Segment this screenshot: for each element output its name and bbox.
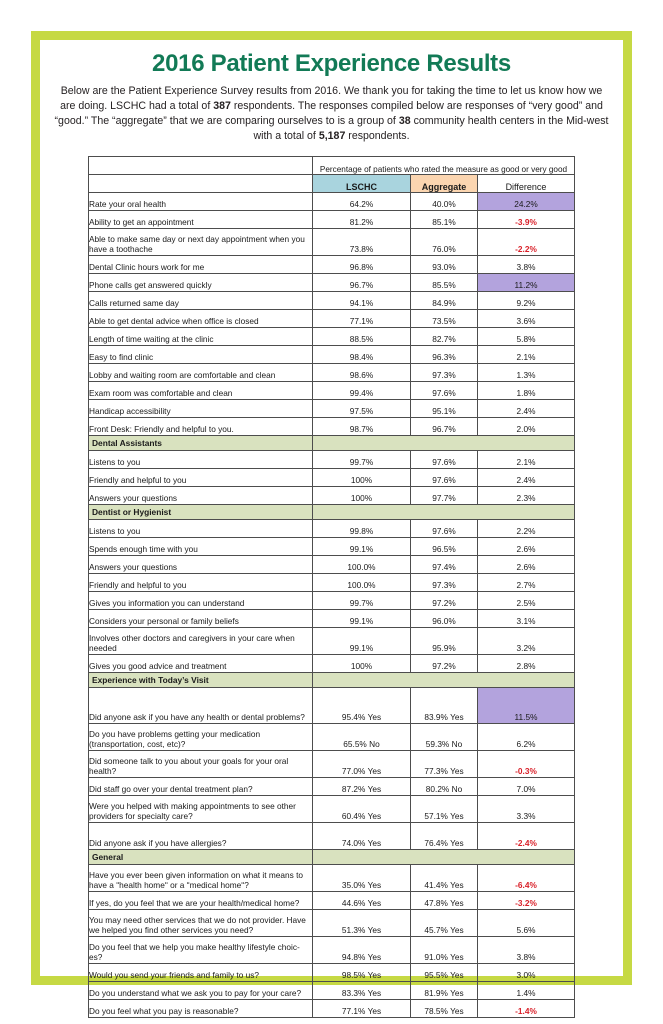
aggregate-value: 59.3% No [411, 724, 478, 751]
lschc-value: 100.0% [313, 574, 411, 592]
table-row [89, 751, 575, 778]
lschc-value: 98.4% [313, 346, 411, 364]
lschc-value: 64.2% [313, 193, 411, 211]
aggregate-value: 97.4% [411, 556, 478, 574]
table-span-header: Percentage of patients who rated the measure as good or very good [313, 157, 575, 175]
lschc-value: 87.2% Yes [313, 778, 411, 796]
measure-label: You may need other services that we do not provider. Have we helped you find other services you need? [89, 910, 313, 937]
measure-label: Do you feel that we help you make healthy lifestyle choic-es? [89, 937, 313, 964]
section-header-filler [313, 850, 575, 865]
table-row [89, 346, 575, 364]
difference-value: 3.2% [478, 628, 575, 655]
table-row [89, 1000, 575, 1018]
table-row [89, 865, 575, 892]
section-header-filler [313, 505, 575, 520]
difference-value: 24.2% [478, 193, 575, 211]
intro-text: Below are the Patient Experience Survey results from 2016. We thank you for taking the time to let us know how we are doing. LSCHC had a total of [60, 85, 603, 113]
lschc-value: 99.7% [313, 451, 411, 469]
aggregate-value: 96.7% [411, 418, 478, 436]
table-row [89, 364, 575, 382]
page-title: 2016 Patient Experience Results [152, 50, 511, 77]
aggregate-value: 47.8% Yes [411, 892, 478, 910]
section-header-row [89, 673, 575, 688]
difference-value: 2.6% [478, 538, 575, 556]
measure-label: Front Desk: Friendly and helpful to you. [89, 418, 313, 436]
aggregate-value: 80.2% No [411, 778, 478, 796]
lschc-value: 77.0% Yes [313, 751, 411, 778]
measure-label: Rate your oral health [89, 193, 313, 211]
difference-value: -2.2% [478, 229, 575, 256]
lschc-value: 95.4% Yes [313, 688, 411, 724]
aggregate-value: 97.6% [411, 469, 478, 487]
table-row [89, 211, 575, 229]
measure-label: Able to get dental advice when office is closed [89, 310, 313, 328]
difference-value: 3.1% [478, 610, 575, 628]
difference-value: -3.9% [478, 211, 575, 229]
difference-value: 3.8% [478, 937, 575, 964]
lschc-value: 77.1% Yes [313, 1000, 411, 1018]
table-row [89, 382, 575, 400]
measure-label: Listens to you [89, 451, 313, 469]
results-table-body [89, 157, 575, 1018]
aggregate-value: 97.6% [411, 520, 478, 538]
difference-value: 2.0% [478, 418, 575, 436]
table-corner-blank [89, 157, 313, 175]
difference-value: 11.2% [478, 274, 575, 292]
measure-label: Able to make same day or next day appointment when you have a toothache [89, 229, 313, 256]
column-header-aggregate: Aggregate [411, 175, 478, 193]
aggregate-value: 97.7% [411, 487, 478, 505]
measure-label: Phone calls get answered quickly [89, 274, 313, 292]
table-row [89, 655, 575, 673]
lschc-value: 73.8% [313, 229, 411, 256]
lschc-value: 60.4% Yes [313, 796, 411, 823]
aggregate-value: 40.0% [411, 193, 478, 211]
difference-value: 2.1% [478, 346, 575, 364]
difference-value: 3.3% [478, 796, 575, 823]
section-header-filler [313, 436, 575, 451]
measure-label: Dental Clinic hours work for me [89, 256, 313, 274]
lschc-value: 83.3% Yes [313, 982, 411, 1000]
lschc-value: 88.5% [313, 328, 411, 346]
measure-label: Spends enough time with you [89, 538, 313, 556]
aggregate-value: 95.9% [411, 628, 478, 655]
table-header-row-columns [89, 175, 575, 193]
table-row [89, 538, 575, 556]
aggregate-value: 81.9% Yes [411, 982, 478, 1000]
measure-label: Do you have problems getting your medication (transportation, cost, etc)? [89, 724, 313, 751]
lschc-value: 98.7% [313, 418, 411, 436]
lschc-value: 99.1% [313, 538, 411, 556]
table-row [89, 610, 575, 628]
measure-label: Ability to get an appointment [89, 211, 313, 229]
difference-value: -3.2% [478, 892, 575, 910]
measure-label: Did anyone ask if you have any health or dental problems? [89, 688, 313, 724]
table-row [89, 310, 575, 328]
measure-label: Considers your personal or family beliefs [89, 610, 313, 628]
section-header-label: Dentist or Hygienist [89, 505, 313, 520]
aggregate-value: 73.5% [411, 310, 478, 328]
difference-value: 3.8% [478, 256, 575, 274]
lschc-value: 99.7% [313, 592, 411, 610]
difference-value: 2.3% [478, 487, 575, 505]
aggregate-value: 85.5% [411, 274, 478, 292]
difference-value: 3.6% [478, 310, 575, 328]
lschc-value: 94.1% [313, 292, 411, 310]
aggregate-value: 96.5% [411, 538, 478, 556]
measure-label: Would you send your friends and family to us? [89, 964, 313, 982]
measure-label: Did anyone ask if you have allergies? [89, 823, 313, 850]
table-row [89, 964, 575, 982]
measure-label: Answers your questions [89, 556, 313, 574]
aggregate-value: 91.0% Yes [411, 937, 478, 964]
measure-label: If yes, do you feel that we are your health/medical home? [89, 892, 313, 910]
aggregate-value: 84.9% [411, 292, 478, 310]
measure-label: Gives you information you can understand [89, 592, 313, 610]
table-row [89, 823, 575, 850]
measure-label: Easy to find clinic [89, 346, 313, 364]
section-header-label: Dental Assistants [89, 436, 313, 451]
lschc-value: 99.4% [313, 382, 411, 400]
measure-label: Were you helped with making appointments to see other providers for specialty care? [89, 796, 313, 823]
measure-label: Do you feel what you pay is reasonable? [89, 1000, 313, 1018]
difference-value: 1.4% [478, 982, 575, 1000]
measure-label: Do you understand what we ask you to pay for your care? [89, 982, 313, 1000]
measure-label: Length of time waiting at the clinic [89, 328, 313, 346]
difference-value: 2.4% [478, 400, 575, 418]
table-row [89, 328, 575, 346]
column-header-lschc: LSCHC [313, 175, 411, 193]
table-row [89, 892, 575, 910]
aggregate-value: 77.3% Yes [411, 751, 478, 778]
measure-label: Friendly and helpful to you [89, 469, 313, 487]
aggregate-value: 97.3% [411, 364, 478, 382]
intro-emphasis: 387 [213, 100, 231, 113]
measure-label: Exam room was comfortable and clean [89, 382, 313, 400]
lschc-value: 100% [313, 469, 411, 487]
difference-value: 2.5% [478, 592, 575, 610]
table-row [89, 778, 575, 796]
intro-text: respondents. The responses compiled below are responses of “very good” and “good.” The “aggregate” that we are comparing ourselves to is a group of [54, 100, 603, 128]
table-row [89, 796, 575, 823]
aggregate-value: 83.9% Yes [411, 688, 478, 724]
difference-value: 11.5% [478, 688, 575, 724]
lschc-value: 35.0% Yes [313, 865, 411, 892]
lschc-value: 99.8% [313, 520, 411, 538]
aggregate-value: 78.5% Yes [411, 1000, 478, 1018]
measure-label: Listens to you [89, 520, 313, 538]
difference-value: 2.1% [478, 451, 575, 469]
table-row [89, 469, 575, 487]
table-row [89, 487, 575, 505]
table-row [89, 982, 575, 1000]
table-row [89, 193, 575, 211]
section-header-label: Experience with Today’s Visit [89, 673, 313, 688]
aggregate-value: 95.5% Yes [411, 964, 478, 982]
measure-label: Friendly and helpful to you [89, 574, 313, 592]
table-row [89, 592, 575, 610]
difference-value: 2.8% [478, 655, 575, 673]
lschc-value: 74.0% Yes [313, 823, 411, 850]
difference-value: 2.6% [478, 556, 575, 574]
aggregate-value: 41.4% Yes [411, 865, 478, 892]
difference-value: -2.4% [478, 823, 575, 850]
difference-value: 2.7% [478, 574, 575, 592]
decorative-frame [31, 31, 632, 1017]
measure-label: Lobby and waiting room are comfortable and clean [89, 364, 313, 382]
difference-value: 1.8% [478, 382, 575, 400]
difference-value: 6.2% [478, 724, 575, 751]
table-row [89, 292, 575, 310]
table-row [89, 451, 575, 469]
aggregate-value: 93.0% [411, 256, 478, 274]
lschc-value: 51.3% Yes [313, 910, 411, 937]
lschc-value: 99.1% [313, 628, 411, 655]
lschc-value: 98.6% [313, 364, 411, 382]
table-header-row-span [89, 157, 575, 175]
intro-emphasis: 38 [398, 115, 411, 128]
aggregate-value: 85.1% [411, 211, 478, 229]
table-row [89, 256, 575, 274]
lschc-value: 94.8% Yes [313, 937, 411, 964]
measure-label: Calls returned same day [89, 292, 313, 310]
lschc-value: 96.8% [313, 256, 411, 274]
aggregate-value: 57.1% Yes [411, 796, 478, 823]
section-header-row [89, 850, 575, 865]
difference-value: 2.4% [478, 469, 575, 487]
intro-text: community health centers in the Mid-west with a total of [253, 115, 609, 143]
aggregate-value: 45.7% Yes [411, 910, 478, 937]
difference-value: 9.2% [478, 292, 575, 310]
lschc-value: 100% [313, 487, 411, 505]
difference-value: -6.4% [478, 865, 575, 892]
lschc-value: 65.5% No [313, 724, 411, 751]
lschc-value: 99.1% [313, 610, 411, 628]
table-row [89, 274, 575, 292]
table-row [89, 724, 575, 751]
table-row [89, 628, 575, 655]
table-row [89, 937, 575, 964]
measure-label: Involves other doctors and caregivers in your care when needed [89, 628, 313, 655]
table-row [89, 574, 575, 592]
section-header-row [89, 436, 575, 451]
section-header-label: General [89, 850, 313, 865]
difference-value: -0.3% [478, 751, 575, 778]
aggregate-value: 96.3% [411, 346, 478, 364]
table-row [89, 520, 575, 538]
aggregate-value: 95.1% [411, 400, 478, 418]
measure-label: Handicap accessibility [89, 400, 313, 418]
measure-label: Gives you good advice and treatment [89, 655, 313, 673]
results-table [88, 156, 575, 1018]
measure-label: Have you ever been given information on what it means to have a ʺhealth homeʺ or a ʺmedical homeʺ? [89, 865, 313, 892]
intro-emphasis: 5,187 [318, 130, 346, 143]
lschc-value: 98.5% Yes [313, 964, 411, 982]
aggregate-value: 96.0% [411, 610, 478, 628]
difference-value: 5.8% [478, 328, 575, 346]
aggregate-value: 76.0% [411, 229, 478, 256]
column-header-difference: Difference [478, 175, 575, 193]
aggregate-value: 97.2% [411, 655, 478, 673]
lschc-value: 97.5% [313, 400, 411, 418]
difference-value: 3.0% [478, 964, 575, 982]
intro-paragraph [54, 84, 609, 144]
difference-value: 5.6% [478, 910, 575, 937]
aggregate-value: 97.6% [411, 382, 478, 400]
table-row [89, 688, 575, 724]
table-row [89, 556, 575, 574]
lschc-value: 77.1% [313, 310, 411, 328]
intro-text: respondents. [345, 130, 410, 143]
lschc-value: 44.6% Yes [313, 892, 411, 910]
table-row [89, 400, 575, 418]
difference-value: 1.3% [478, 364, 575, 382]
lschc-value: 96.7% [313, 274, 411, 292]
table-row [89, 229, 575, 256]
aggregate-value: 76.4% Yes [411, 823, 478, 850]
section-header-filler [313, 673, 575, 688]
measure-label: Answers your questions [89, 487, 313, 505]
aggregate-value: 97.3% [411, 574, 478, 592]
table-row [89, 418, 575, 436]
difference-value: -1.4% [478, 1000, 575, 1018]
difference-value: 2.2% [478, 520, 575, 538]
measure-label: Did someone talk to you about your goals for your oral health? [89, 751, 313, 778]
aggregate-value: 97.6% [411, 451, 478, 469]
table-row [89, 910, 575, 937]
lschc-value: 81.2% [313, 211, 411, 229]
table-corner-blank [89, 175, 313, 193]
lschc-value: 100.0% [313, 556, 411, 574]
difference-value: 7.0% [478, 778, 575, 796]
section-header-row [89, 505, 575, 520]
document-sheet [40, 40, 623, 1017]
aggregate-value: 82.7% [411, 328, 478, 346]
lschc-value: 100% [313, 655, 411, 673]
aggregate-value: 97.2% [411, 592, 478, 610]
measure-label: Did staff go over your dental treatment plan? [89, 778, 313, 796]
